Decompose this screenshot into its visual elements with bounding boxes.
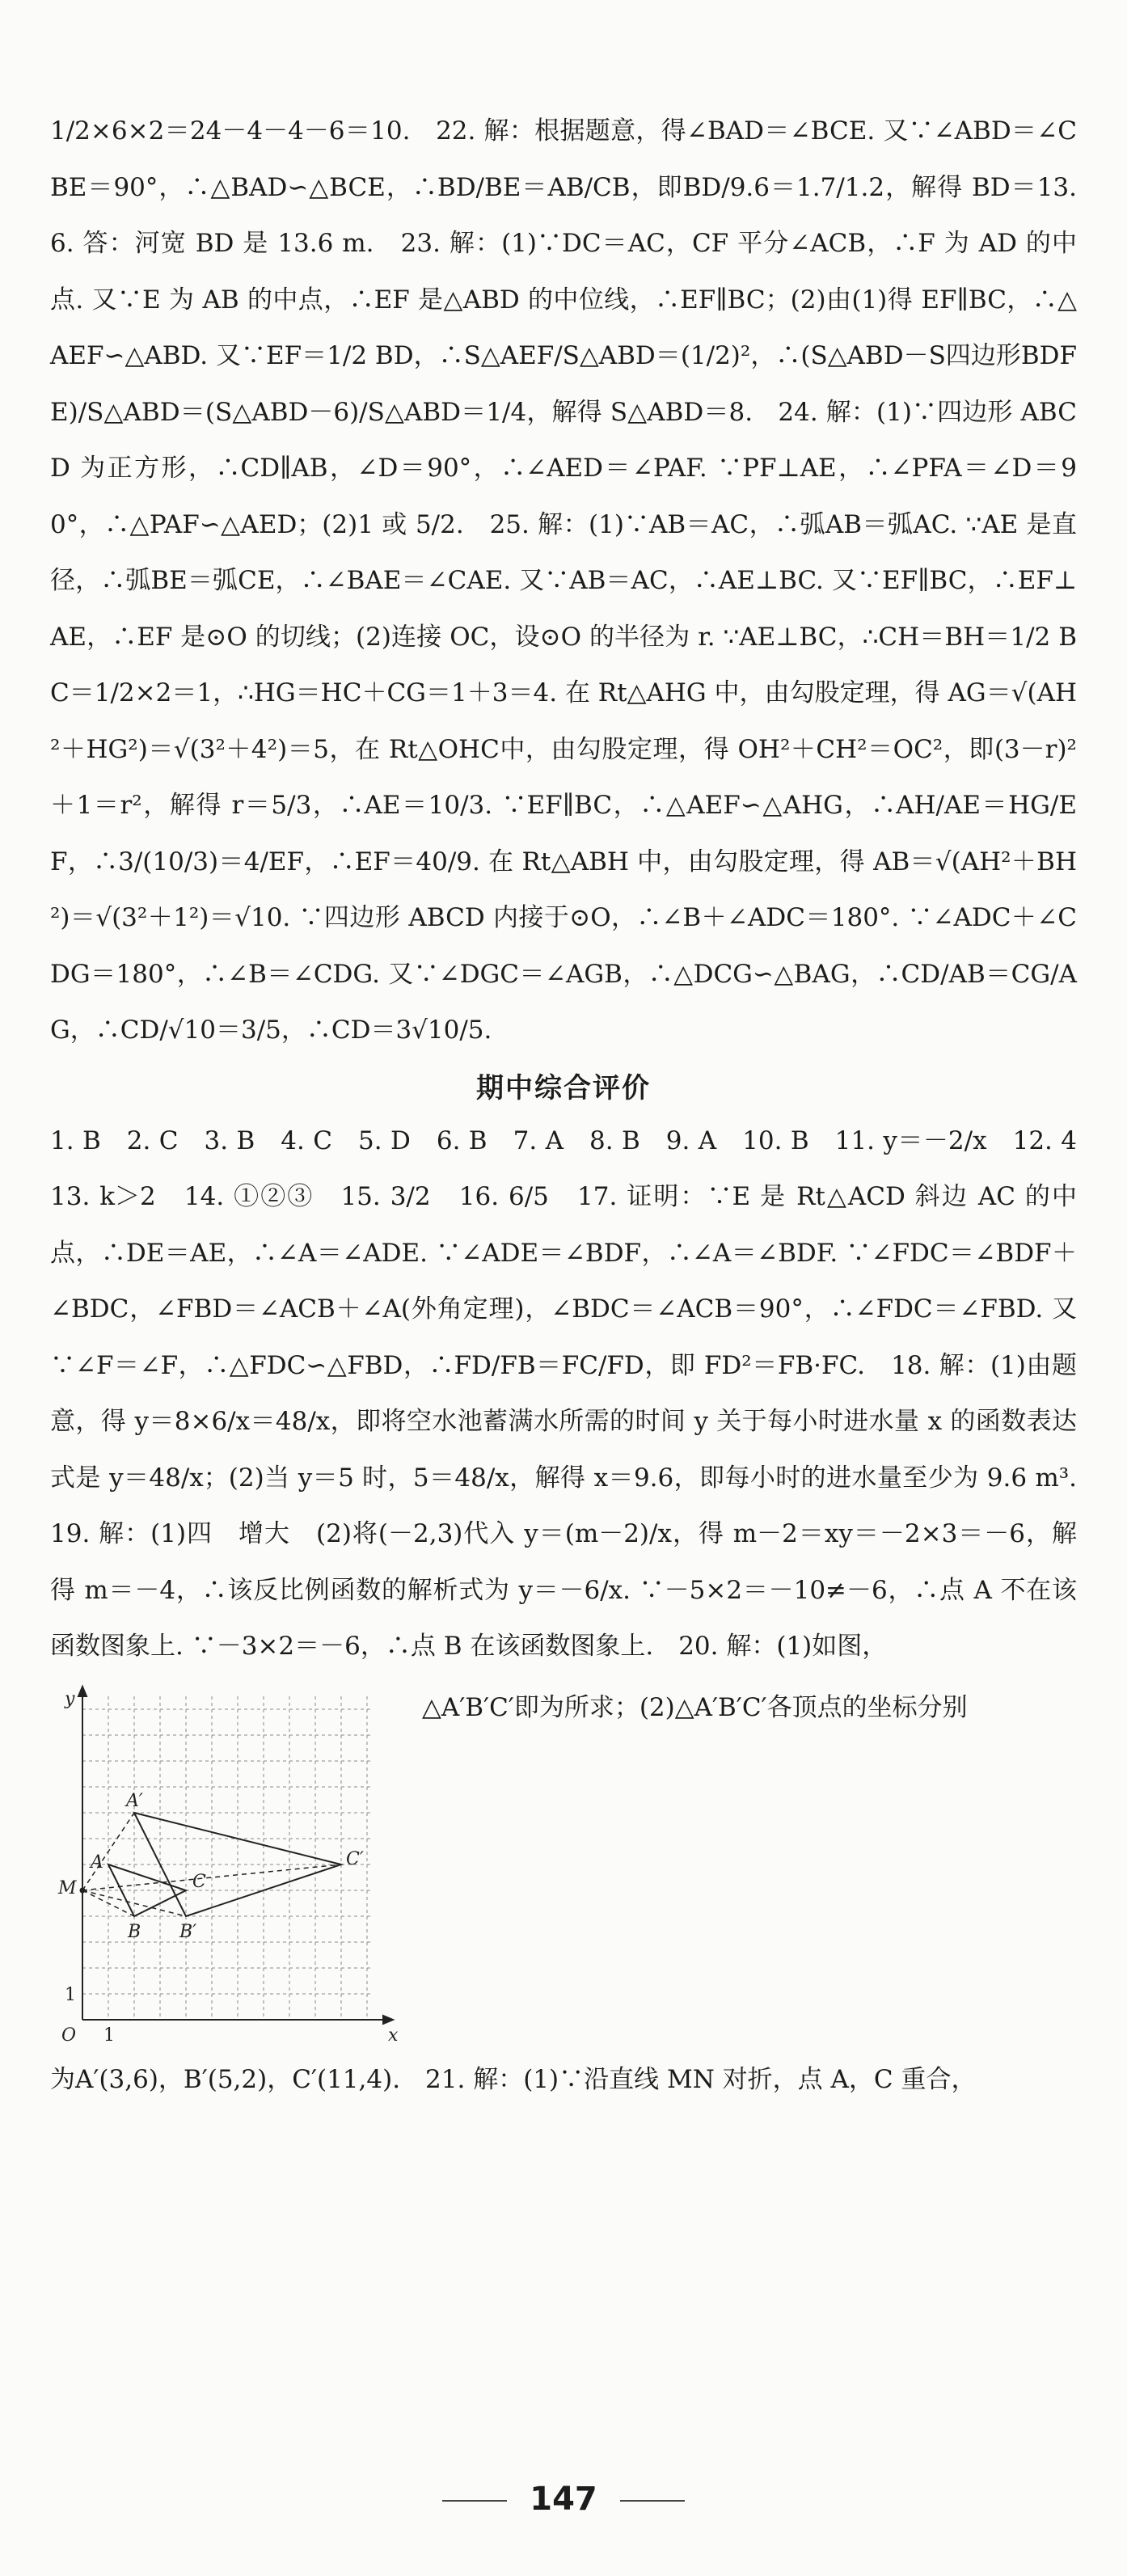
page-number: 147 xyxy=(530,2481,597,2518)
section-title: 期中综合评价 xyxy=(476,1071,651,1104)
label-b-prime: B′ xyxy=(179,1921,197,1942)
unit-y-label: 1 xyxy=(65,1984,76,2005)
label-a: A xyxy=(91,1852,103,1873)
page-content xyxy=(50,103,1102,2108)
grid-svg xyxy=(50,1680,406,2052)
x-axis-label: x xyxy=(388,2025,399,2046)
coordinate-grid-figure xyxy=(50,1680,406,2052)
figure-block xyxy=(50,1680,1077,2052)
footer-dash-left xyxy=(442,2500,507,2502)
label-b: B xyxy=(128,1921,141,1942)
origin-label: O xyxy=(61,2025,77,2046)
y-axis-label: y xyxy=(65,1688,75,1709)
answer-text-block-4: 为A′(3,6)，B′(5,2)，C′(11,4). 21. 解：(1)∵沿直线 MN 对折，点 A，C 重合， xyxy=(50,2064,977,2094)
label-c-prime: C′ xyxy=(346,1848,364,1869)
answer-text-block-3: △A′B′C′即为所求；(2)△A′B′C′各顶点的坐标分别 xyxy=(422,1692,968,1722)
unit-x-label: 1 xyxy=(103,2025,115,2046)
label-a-prime: A′ xyxy=(126,1790,143,1811)
figure-side-text xyxy=(422,1680,1077,1737)
answer-text-block-1: 1/2×6×2＝24－4－4－6＝10. 22. 解：根据题意，得∠BAD＝∠BCE. 又∵∠ABD＝∠CBE＝90°，∴△BAD∽△BCE，∴BD/BE＝AB/CB，即BD/9.6＝1.7/1.2，解得 BD＝13.6. 答：河宽 BD 是 13.6 m. 23. 解：(1)∵DC＝AC，CF 平分∠ACB，∴F 为 AD 的中点. 又∵E 为 AB 的中点，∴EF 是△ABD 的中位线，∴EF∥BC；(2)由(1)得 EF∥BC，∴△AEF∽△ABD. 又∵EF＝1/2 BD，∴S△AEF/S△ABD＝(1/2)²，∴(S△ABD－S四边形BDFE)/S△ABD＝(S△ABD－6)/S△ABD＝1/4，解得 S△ABD＝8. 24. 解：(1)∵四边形 ABCD 为正方形，∴CD∥AB，∠D＝90°，∴∠AED＝∠PAF. ∵PF⊥AE，∴∠PFA＝∠D＝90°，∴△PAF∽△AED；(2)1 或 5/2. 25. 解：(1)∵AB＝AC，∴弧AB＝弧AC. ∵AE 是直径，∴弧BE＝弧CE，∴∠BAE＝∠CAE. 又∵AB＝AC，∴AE⊥BC. 又∵EF∥BC，∴EF⊥AE，∴EF 是⊙O 的切线；(2)连接 OC，设⊙O 的半径为 r. ∵AE⊥BC，∴CH＝BH＝1/2 BC＝1/2×2＝1，∴HG＝HC＋CG＝1＋3＝4. 在 Rt△AHG 中，由勾股定理，得 AG＝√(AH²＋HG²)＝√(3²＋4²)＝5，在 Rt△OHC中，由勾股定理，得 OH²＋CH²＝OC²，即(3－r)²＋1＝r²，解得 r＝5/3，∴AE＝10/3. ∵EF∥BC，∴△AEF∽△AHG，∴AH/AE＝HG/EF，∴3/(10/3)＝4/EF，∴EF＝40/9. 在 Rt△ABH 中，由勾股定理，得 AB＝√(AH²＋BH²)＝√(3²＋1²)＝√10. ∵四边形 ABCD 内接于⊙O，∴∠B＋∠ADC＝180°. ∵∠ADC＋∠CDG＝180°，∴∠B＝∠CDG. 又∵∠DGC＝∠AGB，∴△DCG∽△BAG，∴CD/AB＝CG/AG，∴CD/√10＝3/5，∴CD＝3√10/5. xyxy=(50,116,1077,1045)
page-footer xyxy=(0,2481,1127,2518)
label-c: C xyxy=(192,1871,206,1892)
label-m: M xyxy=(58,1877,77,1898)
footer-dash-right xyxy=(620,2500,685,2502)
grid-lines xyxy=(82,1696,374,2020)
point-m xyxy=(80,1887,86,1893)
answer-text-block-2: 1. B 2. C 3. B 4. C 5. D 6. B 7. A 8. B 9. A 10. B 11. y＝－2/x 12. 4 13. k＞2 14. ①②③ 15. 3/2 16. 6/5 17. 证明：∵E 是 Rt△ACD 斜边 AC 的中点，∴DE＝AE，∴∠A＝∠ADE. ∵∠ADE＝∠BDF，∴∠A＝∠BDF. ∵∠FDC＝∠BDF＋∠BDC，∠FBD＝∠ACB＋∠A(外角定理)，∠BDC＝∠ACB＝90°，∴∠FDC＝∠FBD. 又∵∠F＝∠F，∴△FDC∽△FBD，∴FD/FB＝FC/FD，即 FD²＝FB·FC. 18. 解：(1)由题意，得 y＝8×6/x＝48/x，即将空水池蓄满水所需的时间 y 关于每小时进水量 x 的函数表达式是 y＝48/x；(2)当 y＝5 时，5＝48/x，解得 x＝9.6，即每小时的进水量至少为 9.6 m³. 19. 解：(1)四 增大 (2)将(－2,3)代入 y＝(m－2)/x，得 m－2＝xy＝－2×3＝－6，解得 m＝－4，∴该反比例函数的解析式为 y＝－6/x. ∵－5×2＝－10≠－6，∴点 A 不在该函数图象上. ∵－3×2＝－6，∴点 B 在该函数图象上. 20. 解：(1)如图， xyxy=(50,1125,1102,1661)
